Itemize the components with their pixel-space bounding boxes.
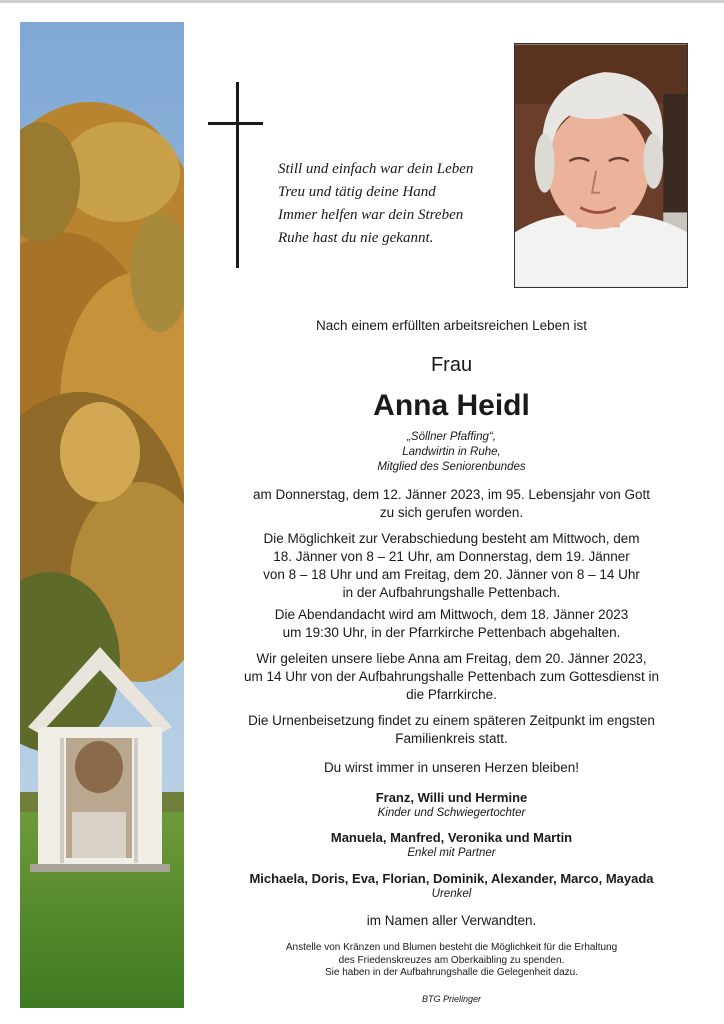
text-line: Die Abendandacht wird am Mittwoch, dem 18. Jänner 2023 — [274, 607, 629, 622]
descriptor-line: „Söllner Pfaffing“, — [407, 431, 496, 443]
text-line: Anstelle von Kränzen und Blumen besteht die Möglichkeit für die Erhaltung — [285, 942, 618, 953]
text-line: in der Aufbahrungshalle Pettenbach. — [342, 585, 561, 600]
funeral-notice — [215, 650, 688, 704]
death-notice — [215, 486, 688, 522]
closing-text: im Namen aller Verwandten. — [366, 913, 537, 928]
text-line: des Friedenskreuzes am Oberkaibling zu spenden. — [338, 954, 565, 966]
poem-line: Treu und tätig deine Hand — [278, 184, 436, 200]
cross-horizontal-bar — [208, 122, 263, 125]
descriptor-line: Mitglied des Seniorenbundes — [377, 461, 526, 473]
top-border — [0, 0, 724, 3]
mourner-group — [215, 829, 688, 861]
descriptors — [215, 430, 688, 475]
descriptor-line: Landwirtin in Ruhe, — [402, 446, 501, 458]
text-line: Die Möglichkeit zur Verabschiedung besteht am Mittwoch, dem — [263, 531, 640, 546]
text-line: Sie haben in der Aufbahrungshalle die Gelegenheit dazu. — [325, 967, 578, 978]
evening-prayer-notice — [215, 606, 688, 642]
mourner-group — [215, 789, 688, 821]
mourner-names: Manuela, Manfred, Veronika und Martin — [330, 830, 573, 845]
text-line: 18. Jänner von 8 – 21 Uhr, am Donnerstag, dem 19. Jänner — [273, 549, 630, 564]
viewing-notice — [215, 530, 688, 602]
text-line: zu sich gerufen worden. — [379, 505, 524, 520]
mourner-relation: Urenkel — [431, 888, 472, 900]
deceased-name: Anna Heidl — [373, 389, 530, 422]
text-line: Wir geleiten unsere liebe Anna am Freitag, dem 20. Jänner 2023, — [256, 651, 647, 666]
poem — [278, 158, 508, 250]
mourner-relation: Enkel mit Partner — [407, 847, 496, 859]
undertaker-credit: BTG Prielinger — [421, 994, 482, 1004]
mourner-names: Michaela, Doris, Eva, Florian, Dominik, Alexander, Marco, Mayada — [249, 871, 654, 886]
portrait-photo — [514, 43, 688, 288]
salutation: Frau — [430, 354, 473, 376]
poem-line: Still und einfach war dein Leben — [278, 161, 474, 177]
text-line: von 8 – 18 Uhr und am Freitag, dem 20. Jänner von 8 – 14 Uhr — [263, 567, 640, 582]
poem-line: Ruhe hast du nie gekannt. — [278, 230, 434, 246]
text-line: um 14 Uhr von der Aufbahrungshalle Pettenbach zum Gottesdienst in — [244, 669, 659, 684]
chapel-tree-photo — [20, 22, 184, 1008]
mourner-group — [215, 870, 688, 902]
cross-vertical-bar — [236, 82, 239, 268]
text-line: um 19:30 Uhr, in der Pfarrkirche Pettenbach abgehalten. — [282, 625, 621, 640]
text-line: Familienkreis statt. — [395, 731, 508, 746]
poem-line: Immer helfen war dein Streben — [278, 207, 464, 223]
intro-text: Nach einem erfüllten arbeitsreichen Leben ist — [316, 318, 587, 333]
motto: Du wirst immer in unseren Herzen bleiben! — [323, 760, 580, 775]
text-line: am Donnerstag, dem 12. Jänner 2023, im 95. Lebensjahr von Gott — [253, 487, 650, 502]
mourner-names: Franz, Willi und Hermine — [375, 790, 528, 805]
text-line: Die Urnenbeisetzung findet zu einem späteren Zeitpunkt im engsten — [248, 713, 655, 728]
mourner-relation: Kinder und Schwiegertochter — [377, 807, 526, 819]
urn-notice — [215, 712, 688, 748]
donation-notice — [215, 942, 688, 980]
text-line: die Pfarrkirche. — [406, 687, 497, 702]
